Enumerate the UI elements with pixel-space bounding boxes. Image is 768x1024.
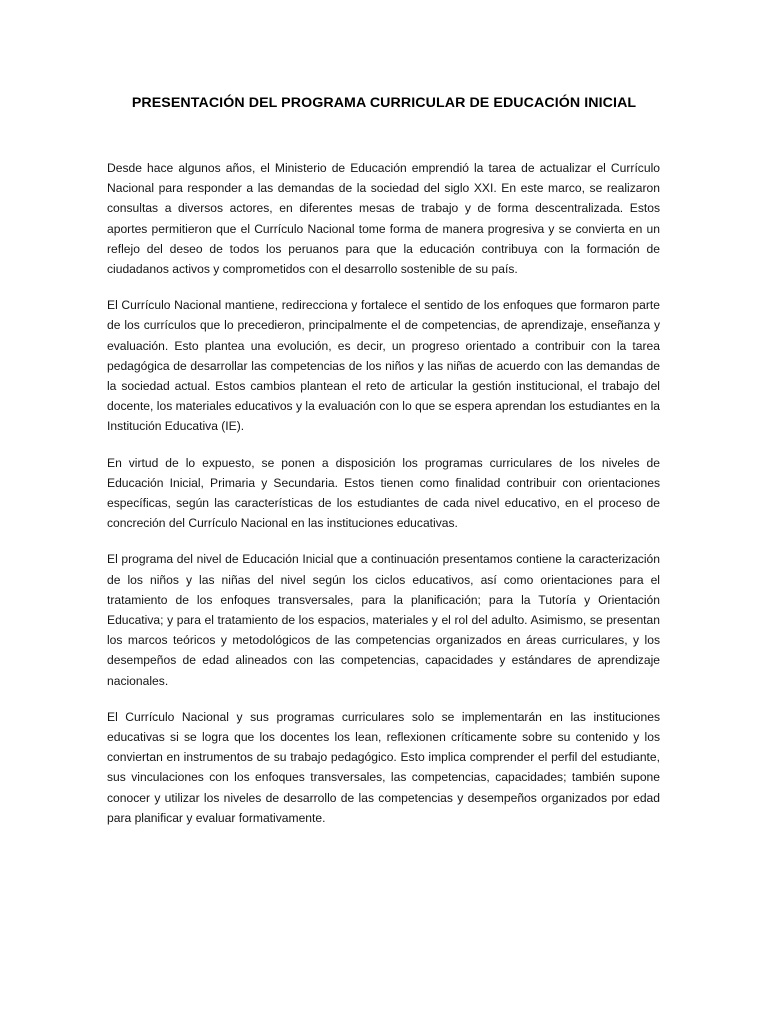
paragraph-2: El Currículo Nacional mantiene, redirecciona y fortalece el sentido de los enfoques que formaron parte de los currículos que lo precedieron, principalmente el de competencias, de aprendizaje, enseñanza y evaluación. Esto plantea una evolución, es decir, un progreso orientado a contribuir con la tarea pedagógica de desarrollar las competencias de los niños y las niñas de acuerdo con las demandas de la sociedad actual. Estos cambios plantean el reto de articular la gestión institucional, el trabajo del docente, los materiales educativos y la evaluación con lo que se espera aprendan los estudiantes en la Institución Educativa (IE). [107,298,660,434]
document-title: PRESENTACIÓN DEL PROGRAMA CURRICULAR DE EDUCACIÓN INICIAL [131,95,637,111]
document-body [107,158,660,844]
paragraph-4: El programa del nivel de Educación Inicial que a continuación presentamos contiene la caracterización de los niños y las niñas del nivel según los ciclos educativos, así como orientaciones para el tratamiento de los enfoques transversales, para la planificación; para la Tutoría y Orientación Educativa; y para el tratamiento de los espacios, materiales y el rol del adulto. Asimismo, se presentan los marcos teóricos y metodológicos de las competencias organizados en áreas curriculares, y los desempeños de edad alineados con las competencias, capacidades y estándares de aprendizaje nacionales. [107,552,660,688]
paragraph-3: En virtud de lo expuesto, se ponen a disposición los programas curriculares de los niveles de Educación Inicial, Primaria y Secundaria. Estos tienen como finalidad contribuir con orientaciones específicas, según las características de los estudiantes de cada nivel educativo, en el proceso de concreción del Currículo Nacional en las instituciones educativas. [107,455,660,531]
paragraph-5: El Currículo Nacional y sus programas curriculares solo se implementarán en las instituciones educativas si se logra que los docentes los lean, reflexionen críticamente sobre su contenido y los conviertan en instrumentos de su trabajo pedagógico. Esto implica comprender el perfil del estudiante, sus vinculaciones con los enfoques transversales, las competencias, capacidades; también supone conocer y utilizar los niveles de desarrollo de las competencias y desempeños organizados por edad para planificar y evaluar formativamente. [107,709,660,825]
paragraph-1: Desde hace algunos años, el Ministerio de Educación emprendió la tarea de actualizar el Currículo Nacional para responder a las demandas de la sociedad del siglo XXI. En este marco, se realizaron consultas a diversos actores, en diferentes mesas de trabajo y de forma descentralizada. Estos aportes permitieron que el Currículo Nacional tome forma de manera progresiva y se convierta en un reflejo del deseo de todos los peruanos para que la educación contribuya con la formación de ciudadanos activos y comprometidos con el desarrollo sostenible de su país. [107,161,660,277]
